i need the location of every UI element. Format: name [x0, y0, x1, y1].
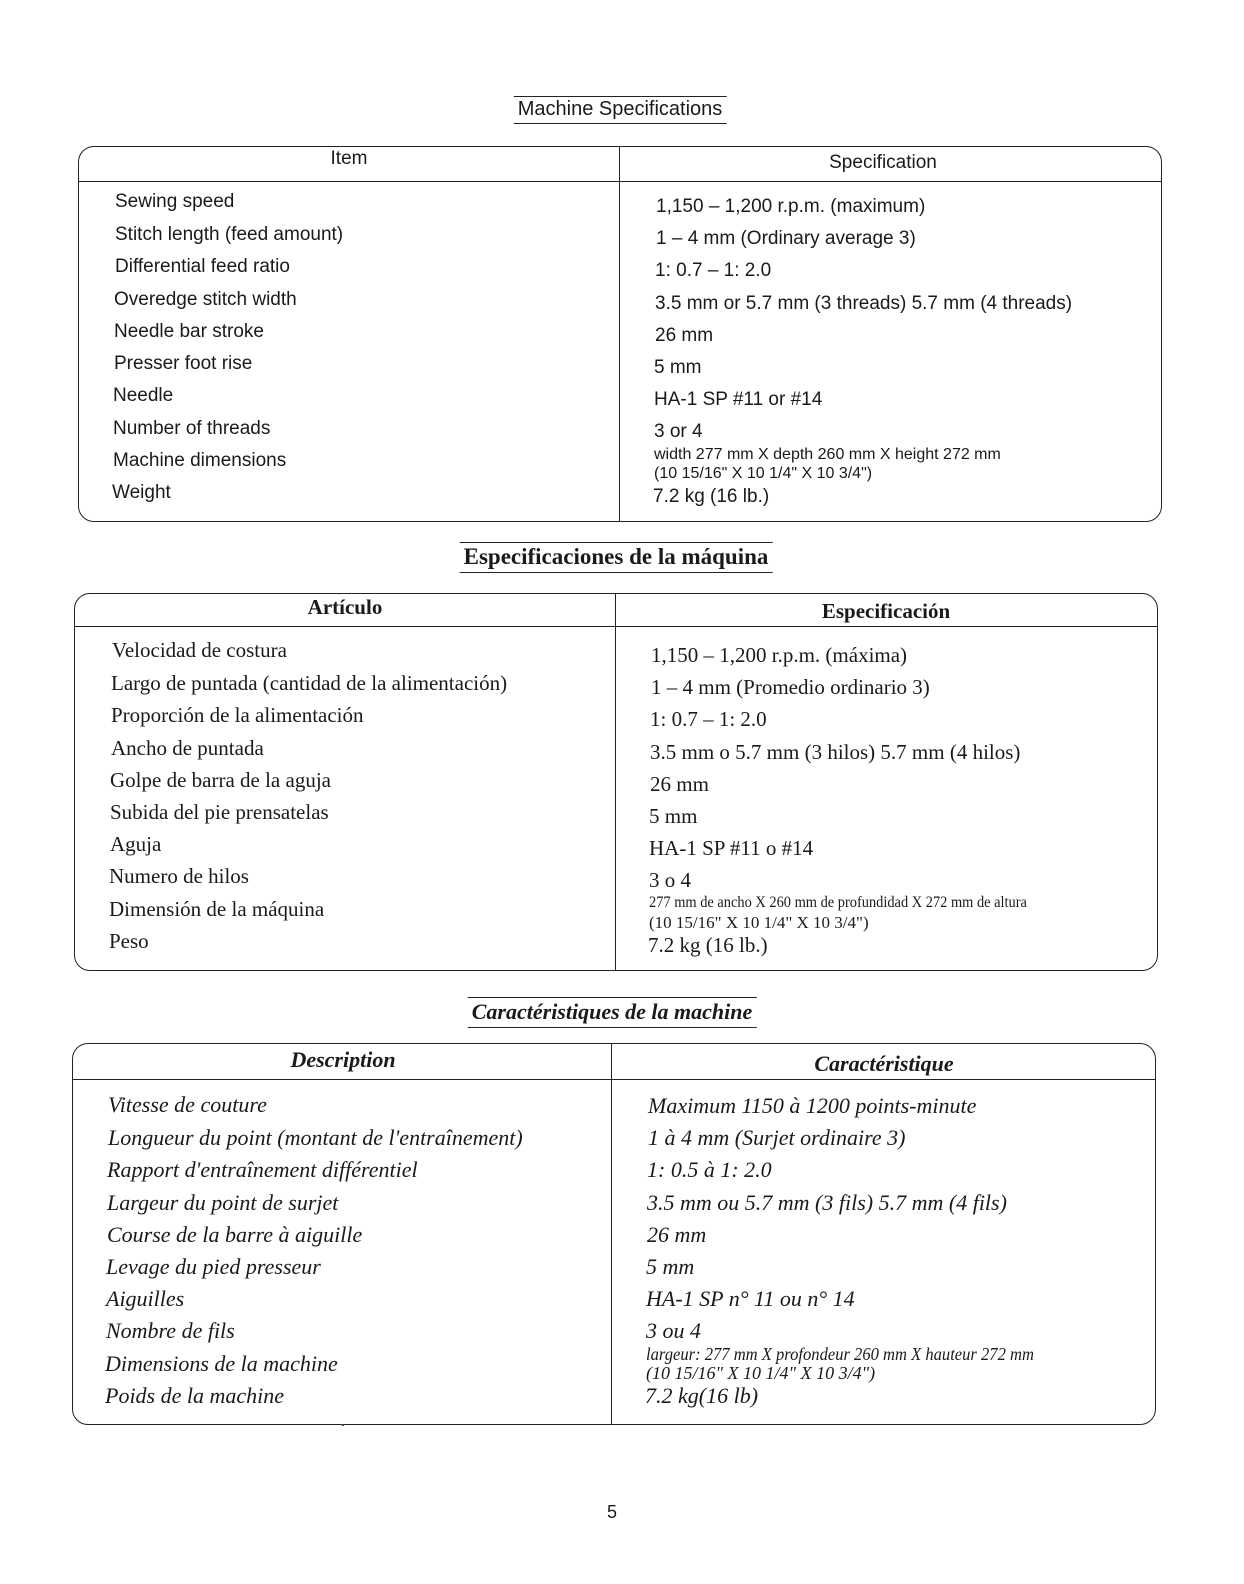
english-spec: 1: 0.7 – 1: 2.0 — [655, 260, 772, 281]
english-spec: 7.2 kg (16 lb.) — [653, 486, 770, 507]
english-item: Sewing speed — [115, 191, 235, 212]
french-spec: HA-1 SP n° 11 ou n° 14 — [646, 1286, 855, 1311]
english-item: Overedge stitch width — [114, 289, 297, 310]
scan-speck — [342, 1424, 344, 1426]
french-spec: 5 mm — [646, 1254, 695, 1279]
spanish-title: Especificaciones de la máquina — [460, 542, 773, 573]
spanish-item: Peso — [109, 929, 149, 953]
english-item: Presser foot rise — [114, 353, 253, 374]
spanish-item: Aguja — [110, 832, 162, 856]
spanish-col-item: Artículo — [307, 595, 383, 619]
spanish-item: Proporción de la alimentación — [111, 703, 364, 727]
spanish-spec: HA-1 SP #11 o #14 — [649, 836, 814, 860]
english-item: Differential feed ratio — [115, 256, 290, 277]
french-spec: 7.2 kg(16 lb) — [645, 1383, 759, 1408]
english-spec: 3.5 mm or 5.7 mm (3 threads) 5.7 mm (4 threads) — [655, 293, 1073, 314]
spanish-item: Golpe de barra de la aguja — [110, 768, 331, 792]
spanish-spec: 277 mm de ancho X 260 mm de profundidad X 272 mm de altura — [649, 894, 1027, 911]
spanish-spec: 1 – 4 mm (Promedio ordinario 3) — [651, 675, 930, 699]
spanish-spec: 26 mm — [650, 772, 709, 796]
french-item: Longueur du point (montant de l'entraînement) — [108, 1125, 523, 1150]
french-spec-line2: (10 15/16" X 10 1/4" X 10 3/4") — [646, 1363, 876, 1383]
english-spec: HA-1 SP #11 or #14 — [654, 389, 823, 410]
french-col-item: Description — [290, 1047, 396, 1072]
french-item: Rapport d'entraînement différentiel — [107, 1157, 418, 1182]
english-spec: 3 or 4 — [654, 421, 703, 442]
english-item: Needle bar stroke — [114, 321, 264, 342]
french-item: Aiguilles — [106, 1286, 185, 1311]
english-spec: 1,150 – 1,200 r.p.m. (maximum) — [656, 196, 926, 217]
spanish-col-spec: Especificación — [821, 599, 951, 623]
english-item: Number of threads — [113, 418, 271, 439]
english-item: Weight — [112, 482, 171, 503]
french-item: Levage du pied presseur — [106, 1254, 321, 1279]
english-title: Machine Specifications — [514, 96, 727, 124]
french-spec: Maximum 1150 à 1200 points-minute — [648, 1093, 977, 1118]
spanish-spec: 5 mm — [649, 804, 698, 828]
french-spec: 1: 0.5 à 1: 2.0 — [647, 1157, 772, 1182]
spanish-item: Largo de puntada (cantidad de la alimentación) — [111, 671, 508, 695]
french-spec: 1 à 4 mm (Surjet ordinaire 3) — [648, 1125, 906, 1150]
french-item: Largeur du point de surjet — [107, 1190, 339, 1215]
french-col-spec: Caractéristique — [814, 1051, 954, 1076]
spanish-spec: 3 o 4 — [649, 868, 691, 892]
page-number: 5 — [606, 1502, 618, 1522]
spanish-item: Dimensión de la máquina — [109, 897, 325, 921]
spanish-item: Velocidad de costura — [112, 638, 287, 662]
french-title: Caractéristiques de la machine — [468, 997, 757, 1028]
spanish-spec: 1,150 – 1,200 r.p.m. (máxima) — [651, 643, 908, 667]
spanish-item: Numero de hilos — [109, 864, 249, 888]
french-item: Poids de la machine — [105, 1383, 285, 1408]
english-spec: 1 – 4 mm (Ordinary average 3) — [656, 228, 916, 249]
english-col-item: Item — [330, 148, 368, 169]
french-spec: 3.5 mm ou 5.7 mm (3 fils) 5.7 mm (4 fils) — [647, 1190, 1007, 1215]
french-item: Nombre de fils — [106, 1318, 235, 1343]
english-spec-line2: (10 15/16" X 10 1/4" X 10 3/4") — [654, 465, 873, 482]
french-item: Vitesse de couture — [108, 1092, 267, 1117]
english-spec: 26 mm — [655, 325, 714, 346]
spanish-spec: 1: 0.7 – 1: 2.0 — [650, 707, 767, 731]
english-spec: width 277 mm X depth 260 mm X height 272 mm — [654, 446, 1001, 463]
french-spec: 3 ou 4 — [646, 1318, 701, 1343]
english-item: Machine dimensions — [113, 450, 287, 471]
french-item: Dimensions de la machine — [105, 1351, 338, 1376]
english-item: Needle — [113, 385, 174, 406]
spanish-spec-line2: (10 15/16" X 10 1/4" X 10 3/4") — [649, 913, 869, 932]
spanish-spec: 3.5 mm o 5.7 mm (3 hilos) 5.7 mm (4 hilos) — [650, 740, 1021, 764]
french-item: Course de la barre à aiguille — [107, 1222, 363, 1247]
english-item: Stitch length (feed amount) — [115, 224, 344, 245]
spanish-item: Ancho de puntada — [111, 736, 264, 760]
spanish-spec: 7.2 kg (16 lb.) — [648, 933, 768, 957]
french-spec: largeur: 277 mm X profondeur 260 mm X hauteur 272 mm — [646, 1344, 1034, 1364]
english-spec: 5 mm — [654, 357, 702, 378]
spanish-item: Subida del pie prensatelas — [110, 800, 329, 824]
english-col-spec: Specification — [829, 152, 937, 173]
french-spec: 26 mm — [647, 1222, 707, 1247]
